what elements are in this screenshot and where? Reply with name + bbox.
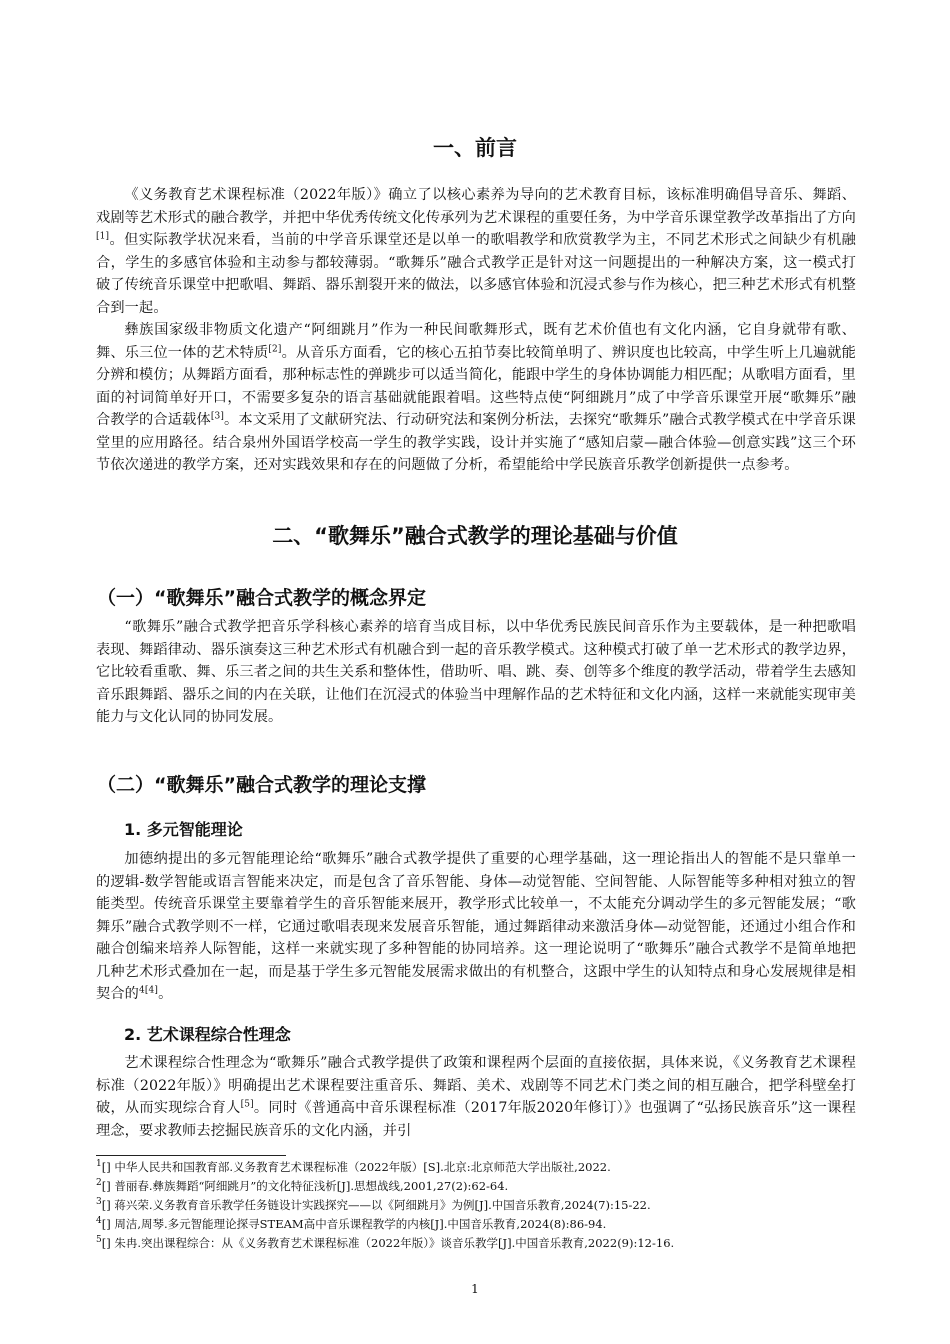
paragraph-text: 。同时《普通高中音乐课程标准（2017年版2020年修订）》也强调了“弘扬民族音乐”这一课程理念，要求教师去挖掘民族音乐的文化内涵，并引 bbox=[96, 1100, 856, 1139]
citation-2[interactable]: [2] bbox=[268, 343, 282, 354]
citation-3[interactable]: [3] bbox=[210, 411, 225, 422]
footnote-text: [] 周洁,周琴.多元智能理论探寻STEAM高中音乐课程教学的内核[J].中国音乐教育,2024(8):86-94. bbox=[101, 1217, 607, 1231]
paragraph-text: 艺术课程综合性理念为“歌舞乐”融合式教学提供了政策和课程两个层面的直接依据，具体来说，《义务教育艺术课程标准（2022年版）》明确提出艺术课程要注重音乐、舞蹈、美术、戏剧等不同艺术门类之间的相互融合，把学科壁垒打破，从而实现综合育人 bbox=[96, 1055, 856, 1116]
subsection-heading-support: （二）“歌舞乐”融合式教学的理论支撑 bbox=[97, 774, 426, 796]
subsubsection-heading-mi: 1. 多元智能理论 bbox=[124, 820, 243, 839]
footnote-separator bbox=[96, 1155, 286, 1156]
footnote-item bbox=[96, 1234, 876, 1253]
paragraph-text: 。本文采用了文献研究法、行动研究法和案例分析法，去探究“歌舞乐”融合式教学模式在中学音乐课堂里的应用路径。结合泉州外国语学校高一学生的教学实践，设计并实施了“感知启蒙—融合体验—创意实践”这三个环节依次递进的教学方案，还对实践效果和存在的问题做了分析，希望能给中学民族音乐教学创新提供一点参考。 bbox=[96, 412, 857, 473]
footnote-text: [] 蒋兴荣.义务教育音乐教学任务链设计实践探究——以《阿细跳月》为例[J].中国音乐教育,2024(7):15-22. bbox=[101, 1198, 651, 1212]
footnote-text: [] 普丽春.彝族舞蹈“阿细跳月”的文化特征浅析[J].思想战线,2001,27(2):62-64. bbox=[101, 1179, 509, 1193]
subsection-heading-concept: （一）“歌舞乐”融合式教学的概念界定 bbox=[97, 587, 426, 609]
footnote-mark: 2 bbox=[96, 1178, 102, 1189]
footnote-text: [] 朱冉.突出课程综合：从《义务教育艺术课程标准（2022年版）》谈音乐教学[J].中国音乐教育,2022(9):12-16. bbox=[101, 1236, 675, 1250]
citation-1[interactable]: [1] bbox=[96, 231, 110, 242]
footnote-mark: 1 bbox=[96, 1159, 102, 1170]
paragraph-concept: “歌舞乐”融合式教学把音乐学科核心素养的培育当成目标，以中华优秀民族民间音乐作为主要载体，是一种把歌唱表现、舞蹈律动、器乐演奏这三种艺术形式有机融合到一起的音乐教学模式。这种模式打破了单一艺术形式的教学边界，它比较看重歌、舞、乐三者之间的共生关系和整体性，借助听、唱、跳、奏、创等多个维度的教学活动，带着学生去感知音乐跟舞蹈、器乐之间的内在关联，让他们在沉浸式的体验当中理解作品的艺术特征和文化内涵，这样一来就能实现审美能力与文化认同的协同发展。 bbox=[96, 619, 856, 725]
footnote-mark: 3 bbox=[96, 1197, 102, 1208]
footnote-item bbox=[96, 1158, 876, 1177]
footnote-mark: 5 bbox=[96, 1235, 102, 1246]
citation-4[interactable]: 4[4] bbox=[139, 985, 159, 996]
section-heading-theory: 二、“歌舞乐”融合式教学的理论基础与价值 bbox=[272, 524, 678, 548]
footnote-text: [] 中华人民共和国教育部.义务教育艺术课程标准（2022年版）[S].北京:北京师范大学出版社,2022. bbox=[101, 1160, 611, 1174]
paragraph-text: 《义务教育艺术课程标准（2022年版）》确立了以核心素养为导向的艺术教育目标，该标准明确倡导音乐、舞蹈、戏剧等艺术形式的融合教学，并把中华优秀传统文化传承列为艺术课程的重要任务，为中学音乐课堂教学改革指出了方向 bbox=[96, 187, 856, 226]
paragraph-preface-2 bbox=[96, 319, 856, 477]
footnote-item bbox=[96, 1177, 876, 1196]
paragraph-text: 加德纳提出的多元智能理论给“歌舞乐”融合式教学提供了重要的心理学基础，这一理论指出人的智能不是只靠单一的逻辑-数学智能或语言智能来决定，而是包含了音乐智能、身体—动觉智能、空间智能、人际智能等多种相对独立的智能类型。传统音乐课堂主要靠着学生的音乐智能来展开，教学形式比较单一，不太能充分调动学生的多元智能发展；“歌舞乐”融合式教学则不一样，它通过歌唱表现来发展音乐智能，通过舞蹈律动来激活身体—动觉智能，还通过小组合作和融合创编来培养人际智能，这样一来就实现了多种智能的协同培养。这一理论说明了“歌舞乐”融合式教学不是简单地把几种艺术形式叠加在一起，而是基于学生多元智能发展需求做出的有机整合，这跟中学生的认知特点和身心发展规律是相契合的 bbox=[96, 851, 856, 1002]
footnote-list bbox=[96, 1158, 876, 1253]
paragraph-multiple-intelligence bbox=[96, 848, 856, 1006]
citation-5[interactable]: [5] bbox=[240, 1099, 254, 1110]
paragraph-integration bbox=[96, 1052, 856, 1142]
paragraph-text: 。但实际教学状况来看，当前的中学音乐课堂还是以单一的歌唱教学和欣赏教学为主，不同艺术形式之间缺少有机融合，学生的多感官体验和主动参与都较薄弱。“歌舞乐”融合式教学正是针对这一问题提出的一种解决方案，这一模式打破了传统音乐课堂中把歌唱、舞蹈、器乐割裂开来的做法，以多感官体验和沉浸式参与作为核心，把三种艺术形式有机整合到一起。 bbox=[96, 232, 856, 316]
section-heading-preface: 一、前言 bbox=[433, 136, 517, 160]
paragraph-text: 。从音乐方面看，它的核心五拍节奏比较简单明了、辨识度也比较高，中学生听上几遍就能分辨和模仿；从舞蹈方面看，那种标志性的弹跳步可以适当简化，能跟中学生的身体协调能力相匹配；从歌唱方面看，里面的衬词简单好开口，不需要多复杂的语言基础就能跟着唱。这些特点使“阿细跳月”成了中学音乐课堂开展“歌舞乐”融合教学的合适载体 bbox=[96, 344, 856, 428]
footnote-item bbox=[96, 1196, 876, 1215]
paragraph-text: 彝族国家级非物质文化遗产“阿细跳月”作为一种民间歌舞形式，既有艺术价值也有文化内涵，它自身就带有歌、舞、乐三位一体的艺术特质 bbox=[96, 322, 856, 361]
subsubsection-heading-integration: 2. 艺术课程综合性理念 bbox=[124, 1025, 291, 1044]
paragraph-preface-1 bbox=[96, 184, 856, 319]
footnote-mark: 4 bbox=[96, 1216, 102, 1227]
page-number: 1 bbox=[471, 1282, 479, 1296]
footnote-item bbox=[96, 1215, 876, 1234]
paragraph-text: 。 bbox=[158, 986, 173, 1002]
